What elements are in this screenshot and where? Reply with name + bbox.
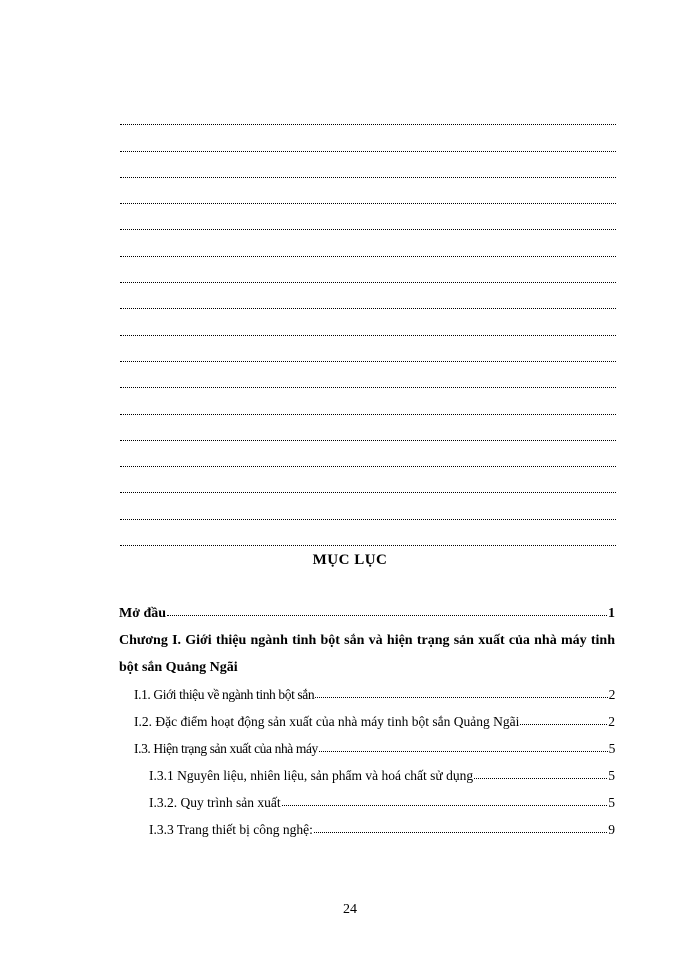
dotted-line [120, 134, 616, 160]
toc-entry-label: I.1. Giới thiệu về ngành tinh bột sắn [134, 687, 315, 702]
toc-entry-i2[interactable] [119, 708, 615, 735]
toc-entry-page: 1 [608, 606, 615, 621]
toc-entry-label: I.3.3 Trang thiết bị công nghệ: [149, 822, 313, 837]
dotted-line [120, 266, 616, 292]
dotted-line [120, 108, 616, 134]
toc-leader [282, 793, 608, 807]
toc-entry-i1[interactable] [119, 681, 615, 708]
dotted-line [120, 371, 616, 397]
toc-entry-label: Mở đầu [119, 606, 167, 621]
toc-entry-i31[interactable] [119, 762, 615, 789]
dotted-line [120, 450, 616, 476]
toc-entry-i32[interactable] [119, 789, 615, 816]
toc-heading: MỤC LỤC [312, 552, 388, 568]
toc-entry-label: I.3. Hiện trạng sản xuất của nhà máy [134, 741, 318, 756]
toc-leader [319, 739, 608, 753]
page-number: 24 [343, 902, 357, 917]
dotted-line [120, 187, 616, 213]
dotted-line [120, 424, 616, 450]
toc-entry-page: 5 [608, 741, 615, 756]
toc-leader [474, 766, 607, 780]
toc-leader [520, 712, 607, 726]
table-of-contents [119, 600, 615, 843]
toc-entry-label: I.2. Đặc điểm hoạt động sản xuất của nhà máy tinh bột sắn Quảng Ngãi [134, 714, 520, 729]
toc-entry-page: 5 [608, 795, 615, 810]
toc-entry-page: 2 [608, 687, 615, 702]
toc-entry-chapter-1[interactable]: Chương I. Giới thiệu ngành tinh bột sắn và hiện trạng sản xuất của nhà máy tinh bột sắn Quảng Ngãi [119, 633, 615, 675]
toc-entry-page: 2 [608, 714, 615, 729]
dotted-line [120, 476, 616, 502]
dotted-line [120, 239, 616, 265]
toc-entry-page: 5 [608, 768, 615, 783]
toc-entry-label: I.3.1 Nguyên liệu, nhiên liệu, sản phẩm và hoá chất sử dụng [149, 768, 474, 783]
toc-entry-i3[interactable] [119, 735, 615, 762]
dotted-line [120, 292, 616, 318]
toc-entry-page: 9 [608, 822, 615, 837]
dotted-line [120, 502, 616, 528]
dotted-line [120, 345, 616, 371]
toc-entry-label: I.3.2. Quy trình sản xuất [149, 795, 281, 810]
dotted-line [120, 213, 616, 239]
dotted-line [120, 161, 616, 187]
toc-entry-i33[interactable] [119, 816, 615, 843]
dotted-line [120, 397, 616, 423]
dotted-lines-block [120, 108, 616, 555]
dotted-line [120, 318, 616, 344]
toc-leader [314, 820, 607, 834]
toc-leader [167, 603, 607, 617]
toc-entry-intro[interactable] [119, 600, 615, 627]
toc-leader [315, 685, 607, 699]
